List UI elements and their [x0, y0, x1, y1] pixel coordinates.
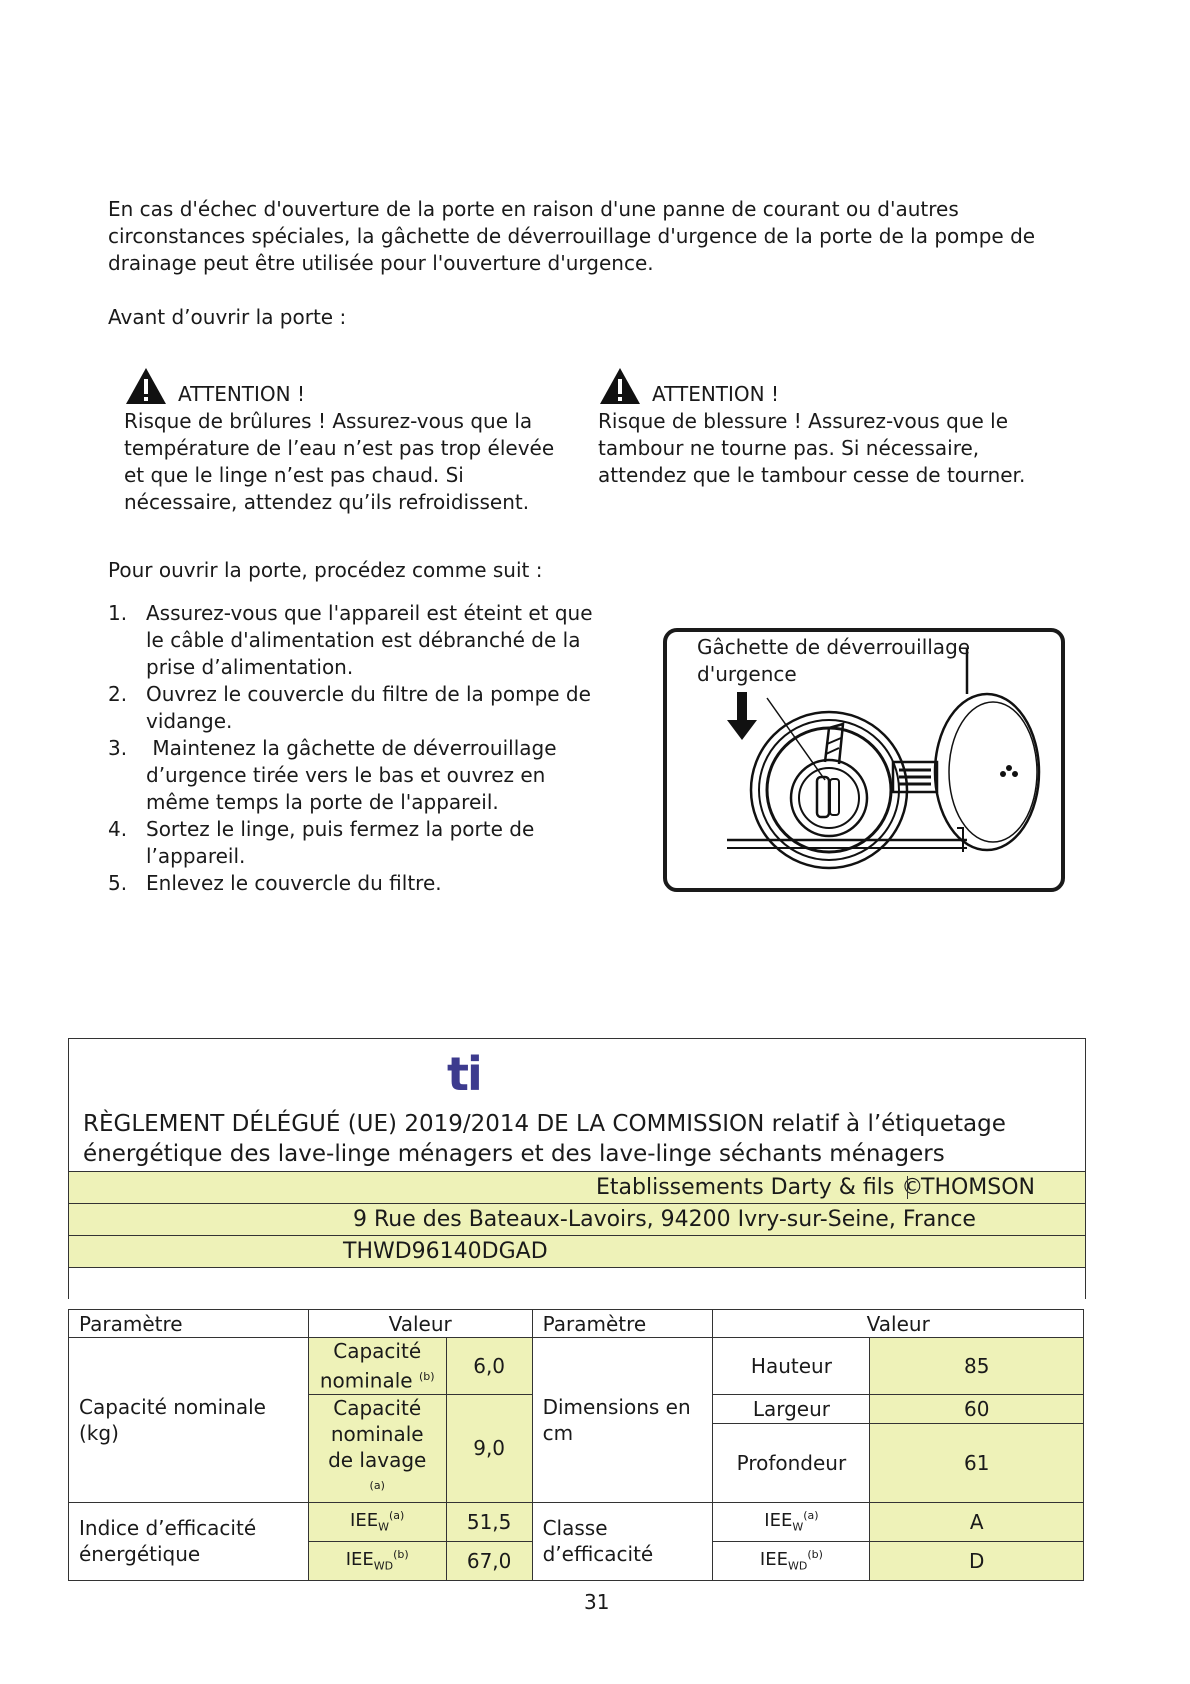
height-label: Hauteur — [713, 1338, 870, 1395]
before-open-text: Avant d’ouvrir la porte : — [108, 305, 347, 329]
empty-row — [69, 1267, 1085, 1299]
width-value: 60 — [870, 1394, 1084, 1424]
list-item: 4. Sortez le linge, puis fermez la porte de l’appareil. — [108, 817, 535, 868]
width-label: Largeur — [713, 1394, 870, 1424]
address-row — [69, 1203, 1085, 1235]
list-item: 5. Enlevez le couvercle du filtre. — [108, 871, 442, 895]
table-row — [69, 1503, 1084, 1542]
divider — [907, 1176, 908, 1199]
regulation-title: RÈGLEMENT DÉLÉGUÉ (UE) 2019/2014 DE LA COMMISSION relatif à l’étiquetage énergétique des lave-linge ménagers et des lave-linge séchants ménagers — [83, 1111, 1006, 1167]
list-item: 2. Ouvrez le couvercle du filtre de la pompe de vidange. — [108, 682, 591, 733]
wash-capacity-value: 9,0 — [446, 1394, 532, 1503]
list-item: 1. Assurez-vous que l'appareil est éteint et que le câble d'alimentation est débranché de la prise d’alimentation. — [108, 601, 593, 679]
wash-capacity-label: Capacité nominale de lavage $^{(a)}$ — [308, 1394, 446, 1503]
rated-capacity-value: 6,0 — [446, 1338, 532, 1395]
warning-body: Risque de brûlures ! Assurez-vous que la température de l’eau n’est pas trop élevée et que le linge n’est pas chaud. Si nécessaire, attendez qu’ils refroidissent. — [124, 409, 555, 514]
warning-triangle-icon — [124, 366, 168, 406]
depth-value: 61 — [870, 1424, 1084, 1503]
procedure-steps — [108, 600, 594, 897]
procedure-intro: Pour ouvrir la porte, procédez comme suit : — [108, 558, 543, 582]
eei-wd-value: 67,0 — [446, 1541, 532, 1580]
class-w-value: A — [870, 1503, 1084, 1542]
emergency-release-figure — [663, 628, 1065, 892]
capacity-label: Capacité nominale (kg) — [69, 1338, 309, 1503]
class-label: Classe d’efficacité — [532, 1503, 713, 1580]
dimensions-label: Dimensions en cm — [532, 1338, 713, 1503]
eei-w-label: $IEE_W^{(a)}$ — [308, 1503, 446, 1542]
warning-body: Risque de blessure ! Assurez-vous que le tambour ne tourne pas. Si nécessaire, attendez que le tambour cesse de tourner. — [598, 409, 1026, 487]
energy-label-box — [68, 1038, 1086, 1299]
figure-label: Gâchette de déverrouillage d'urgence — [697, 635, 971, 686]
warning-title: ATTENTION ! — [178, 382, 306, 406]
table-header: Valeur — [713, 1310, 1084, 1338]
class-wd-label: $IEE_{WD}^{(b)}$ — [713, 1541, 870, 1580]
supplier-name: Etablissements Darty & fils © — [596, 1175, 924, 1200]
eei-w-value: 51,5 — [446, 1503, 532, 1542]
model-identifier: THWD96140DGAD — [343, 1239, 548, 1264]
table-header: Valeur — [308, 1310, 532, 1338]
logo-row — [69, 1039, 1085, 1109]
warning-triangle-icon — [598, 366, 642, 406]
warning-burn — [124, 360, 564, 516]
depth-label: Profondeur — [713, 1424, 870, 1503]
brand-logo: ti — [447, 1047, 481, 1101]
table-row — [69, 1310, 1084, 1338]
page-number: 31 — [584, 1590, 610, 1614]
class-wd-value: D — [870, 1541, 1084, 1580]
intro-paragraph: En cas d'échec d'ouverture de la porte en raison d'une panne de courant ou d'autres circonstances spéciales, la gâchette de déverrouillage d'urgence de la porte de la pompe de drainage peut être utilisée pour l'ouverture d'urgence. — [108, 197, 1036, 275]
list-item: 3. Maintenez la gâchette de déverrouillage d’urgence tirée vers le bas et ouvrez en même temps la porte de l'appareil. — [108, 736, 563, 814]
rated-capacity-label: Capacité nominale $^{(b)}$ — [308, 1338, 446, 1395]
parameters-table — [68, 1309, 1084, 1581]
table-header: Paramètre — [69, 1310, 309, 1338]
brand-name: THOMSON — [921, 1175, 1036, 1200]
table-header: Paramètre — [532, 1310, 713, 1338]
eei-wd-label: $IEE_{WD}^{(b)}$ — [308, 1541, 446, 1580]
eei-label: Indice d’efficacité énergétique — [69, 1503, 309, 1580]
model-row — [69, 1235, 1085, 1267]
table-row — [69, 1338, 1084, 1395]
supplier-address: 9 Rue des Bateaux-Lavoirs, 94200 Ivry-sur-Seine, France — [353, 1207, 976, 1232]
supplier-row — [69, 1171, 1085, 1203]
warning-injury — [598, 360, 1068, 489]
warning-title: ATTENTION ! — [652, 382, 780, 406]
height-value: 85 — [870, 1338, 1084, 1395]
class-w-label: $IEE_W^{(a)}$ — [713, 1503, 870, 1542]
